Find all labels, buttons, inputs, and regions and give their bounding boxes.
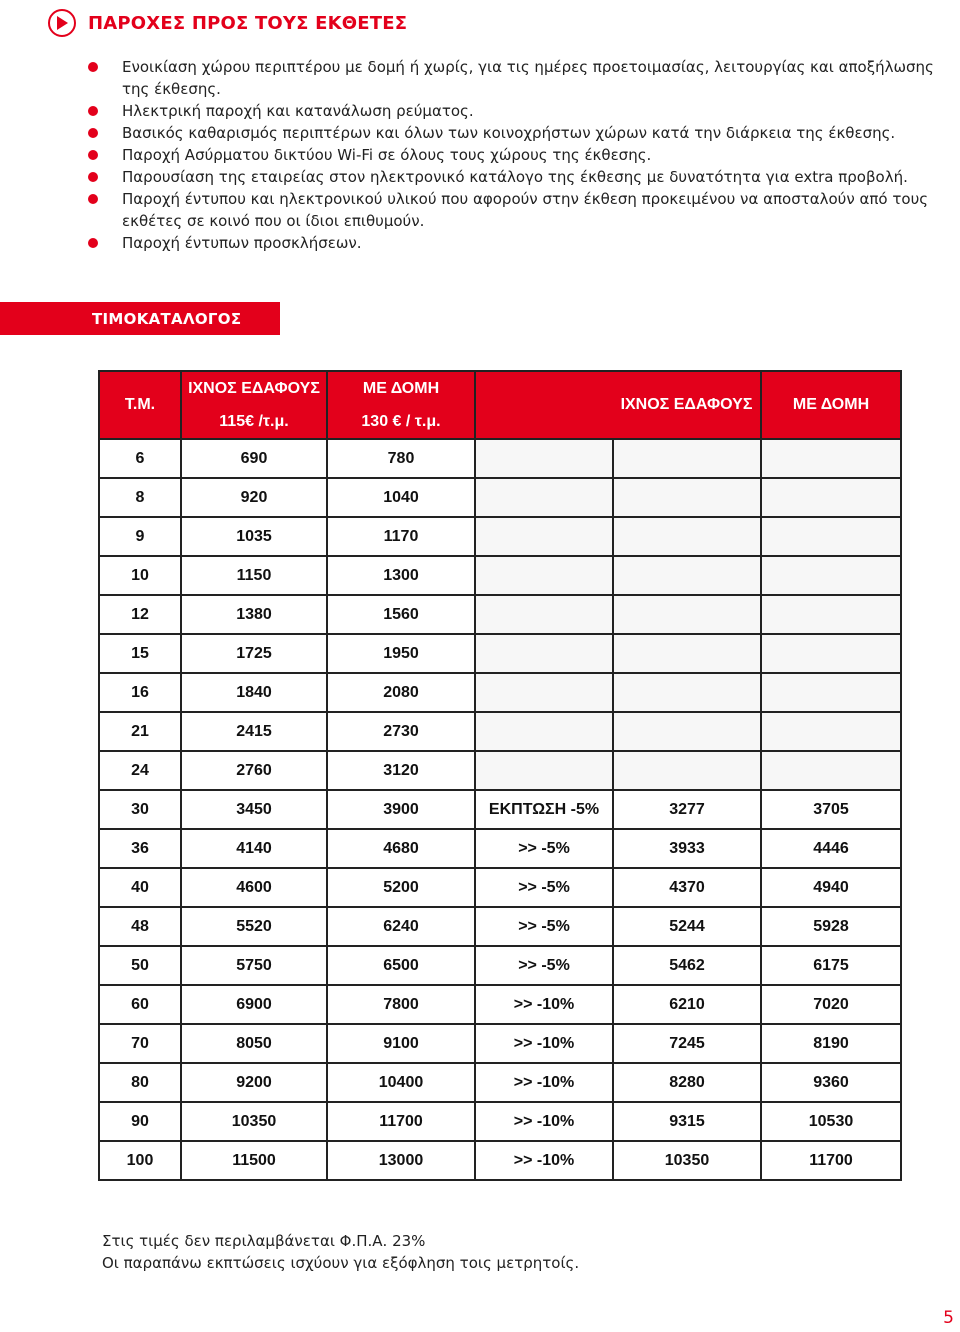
table-cell: 4446 [761,829,901,868]
table-cell: 8 [99,478,181,517]
table-cell [613,751,761,790]
table-cell [475,634,613,673]
table-cell: 3277 [613,790,761,829]
table-cell: 21 [99,712,181,751]
table-cell: 80 [99,1063,181,1102]
table-cell: 13000 [327,1141,475,1180]
list-item: Ηλεκτρική παροχή και κατανάλωση ρεύματος. [88,100,958,122]
table-cell: 9315 [613,1102,761,1141]
table-cell: 6210 [613,985,761,1024]
table-cell [761,634,901,673]
footnotes [102,1230,579,1274]
table-cell: ΕΚΠΤΩΣΗ -5% [475,790,613,829]
table-cell: 5462 [613,946,761,985]
header-structure: ΜΕ ΔΟΜΗ [327,371,475,406]
table-cell: 1380 [181,595,327,634]
bullet-dot-icon [88,128,98,138]
table-row [99,673,901,712]
table-cell: 690 [181,439,327,478]
table-cell: 5200 [327,868,475,907]
table-row [99,1141,901,1180]
table-cell: 3120 [327,751,475,790]
table-cell: 36 [99,829,181,868]
table-cell [761,595,901,634]
table-row [99,907,901,946]
table-cell [475,595,613,634]
table-cell [613,439,761,478]
table-cell: 5928 [761,907,901,946]
table-row [99,1024,901,1063]
table-cell: 5520 [181,907,327,946]
table-row [99,595,901,634]
table-row [99,829,901,868]
table-row [99,985,901,1024]
list-item: Ενοικίαση χώρου περιπτέρου με δομή ή χωρίς, για τις ημέρες προετοιμασίας, λειτουργίας και αποξήλωσης της έκθεσης. [88,56,958,100]
table-cell: 4600 [181,868,327,907]
table-cell: 5244 [613,907,761,946]
discount-note: Οι παραπάνω εκπτώσεις ισχύουν για εξόφληση τοις μετρητοίς. [102,1254,580,1272]
table-cell: 4940 [761,868,901,907]
table-cell: 11500 [181,1141,327,1180]
table-cell [613,673,761,712]
services-list [88,56,958,254]
header-sqm: Τ.Μ. [99,371,181,439]
table-cell: 30 [99,790,181,829]
header-discount-floor [475,371,613,439]
table-cell: 4140 [181,829,327,868]
table-row [99,790,901,829]
table-cell: 1170 [327,517,475,556]
header-floor-price: 115€ /τ.μ. [181,406,327,439]
table-cell: 1040 [327,478,475,517]
section-header [48,8,407,38]
table-cell: 1560 [327,595,475,634]
header-discount-structure: ΜΕ ΔΟΜΗ [761,371,901,439]
table-cell: 3450 [181,790,327,829]
table-cell: 1035 [181,517,327,556]
header-floor: ΙΧΝΟΣ ΕΔΑΦΟΥΣ [181,371,327,406]
table-cell: >> -5% [475,946,613,985]
table-cell: 12 [99,595,181,634]
table-cell: 3900 [327,790,475,829]
table-row [99,439,901,478]
bullet-dot-icon [88,194,98,204]
table-cell: 50 [99,946,181,985]
table-cell: 40 [99,868,181,907]
play-circle-icon [48,9,76,37]
table-cell: >> -10% [475,1102,613,1141]
table-cell: 2080 [327,673,475,712]
table-cell: >> -5% [475,868,613,907]
table-cell: 10350 [613,1141,761,1180]
table-cell: >> -10% [475,985,613,1024]
table-row [99,478,901,517]
page-number: 5 [943,1308,954,1328]
table-row [99,556,901,595]
table-cell: 9100 [327,1024,475,1063]
bullet-dot-icon [88,150,98,160]
table-cell [613,634,761,673]
table-cell [613,595,761,634]
table-cell: 9 [99,517,181,556]
table-cell: 3933 [613,829,761,868]
table-cell: 7245 [613,1024,761,1063]
table-row [99,634,901,673]
table-cell: 10350 [181,1102,327,1141]
table-cell: 1725 [181,634,327,673]
table-cell [475,439,613,478]
price-list-banner [0,302,280,335]
table-cell [475,517,613,556]
list-item: Παροχή έντυπου και ηλεκτρονικού υλικού που αφορούν στην έκθεση προκειμένου να αποσταλούν από τους εκθέτες σε κοινό που οι ίδιοι επιθυμούν. [88,188,958,232]
table-cell: 8280 [613,1063,761,1102]
table-cell: 16 [99,673,181,712]
table-cell: 6500 [327,946,475,985]
table-cell: 1950 [327,634,475,673]
table-cell [475,478,613,517]
table-cell: 2415 [181,712,327,751]
table-cell: 6175 [761,946,901,985]
table-row [99,1102,901,1141]
table-cell: 10530 [761,1102,901,1141]
table-cell: 24 [99,751,181,790]
table-cell: 10400 [327,1063,475,1102]
table-cell [761,556,901,595]
table-row [99,868,901,907]
list-item: Παρουσίαση της εταιρείας στον ηλεκτρονικό κατάλογο της έκθεσης με δυνατότητα για extra προβολή. [88,166,958,188]
table-cell: 920 [181,478,327,517]
table-cell: 2760 [181,751,327,790]
table-cell: 1300 [327,556,475,595]
table-cell: 1840 [181,673,327,712]
table-cell: 6240 [327,907,475,946]
table-cell: 5750 [181,946,327,985]
table-cell: >> -10% [475,1063,613,1102]
table-cell: 15 [99,634,181,673]
table-cell: 9200 [181,1063,327,1102]
table-row [99,1063,901,1102]
table-cell [761,439,901,478]
table-header-row [99,371,901,406]
table-cell [613,712,761,751]
table-cell: 4370 [613,868,761,907]
table-cell [475,556,613,595]
header-discount-floor-label: ΙΧΝΟΣ ΕΔΑΦΟΥΣ [613,371,761,439]
bullet-dot-icon [88,106,98,116]
list-item: Βασικός καθαρισμός περιπτέρων και όλων των κοινοχρήστων χώρων κατά την διάρκεια της έκθεσης. [88,122,958,144]
table-cell: 8050 [181,1024,327,1063]
bullet-dot-icon [88,172,98,182]
table-cell [761,712,901,751]
table-cell: 6900 [181,985,327,1024]
table-cell: 7800 [327,985,475,1024]
table-cell [613,556,761,595]
vat-note: Στις τιμές δεν περιλαμβάνεται Φ.Π.Α. 23% [102,1232,426,1250]
table-cell: 11700 [327,1102,475,1141]
table-cell: 3705 [761,790,901,829]
table-cell: >> -10% [475,1024,613,1063]
table-cell: 2730 [327,712,475,751]
table-cell: 9360 [761,1063,901,1102]
table-row [99,712,901,751]
header-structure-price: 130 € / τ.μ. [327,406,475,439]
table-cell: 7020 [761,985,901,1024]
bullet-dot-icon [88,62,98,72]
table-cell: 100 [99,1141,181,1180]
table-cell [761,751,901,790]
table-cell [761,673,901,712]
table-row [99,517,901,556]
table-cell: 780 [327,439,475,478]
table-cell: 60 [99,985,181,1024]
table-cell: 6 [99,439,181,478]
table-cell: 70 [99,1024,181,1063]
bullet-dot-icon [88,238,98,248]
table-cell: >> -5% [475,907,613,946]
table-cell: 4680 [327,829,475,868]
table-cell [475,712,613,751]
table-cell: 11700 [761,1141,901,1180]
table-cell: 8190 [761,1024,901,1063]
table-cell [613,517,761,556]
list-item: Παροχή έντυπων προσκλήσεων. [88,232,958,254]
section-title: ΠΑΡΟΧΕΣ ΠΡΟΣ ΤΟΥΣ ΕΚΘΕΤΕΣ [88,12,408,34]
table-cell: 48 [99,907,181,946]
table-cell: >> -5% [475,829,613,868]
table-cell [761,517,901,556]
price-table [98,370,902,1181]
table-cell [613,478,761,517]
table-cell: 1150 [181,556,327,595]
table-cell: 90 [99,1102,181,1141]
table-row [99,751,901,790]
table-cell: >> -10% [475,1141,613,1180]
table-cell: 10 [99,556,181,595]
table-row [99,946,901,985]
list-item: Παροχή Ασύρματου δικτύου Wi-Fi σε όλους τους χώρους της έκθεσης. [88,144,958,166]
table-cell [475,751,613,790]
table-cell [761,478,901,517]
table-cell [475,673,613,712]
price-list-title: ΤΙΜΟΚΑΤΑΛΟΓΟΣ [92,309,242,328]
